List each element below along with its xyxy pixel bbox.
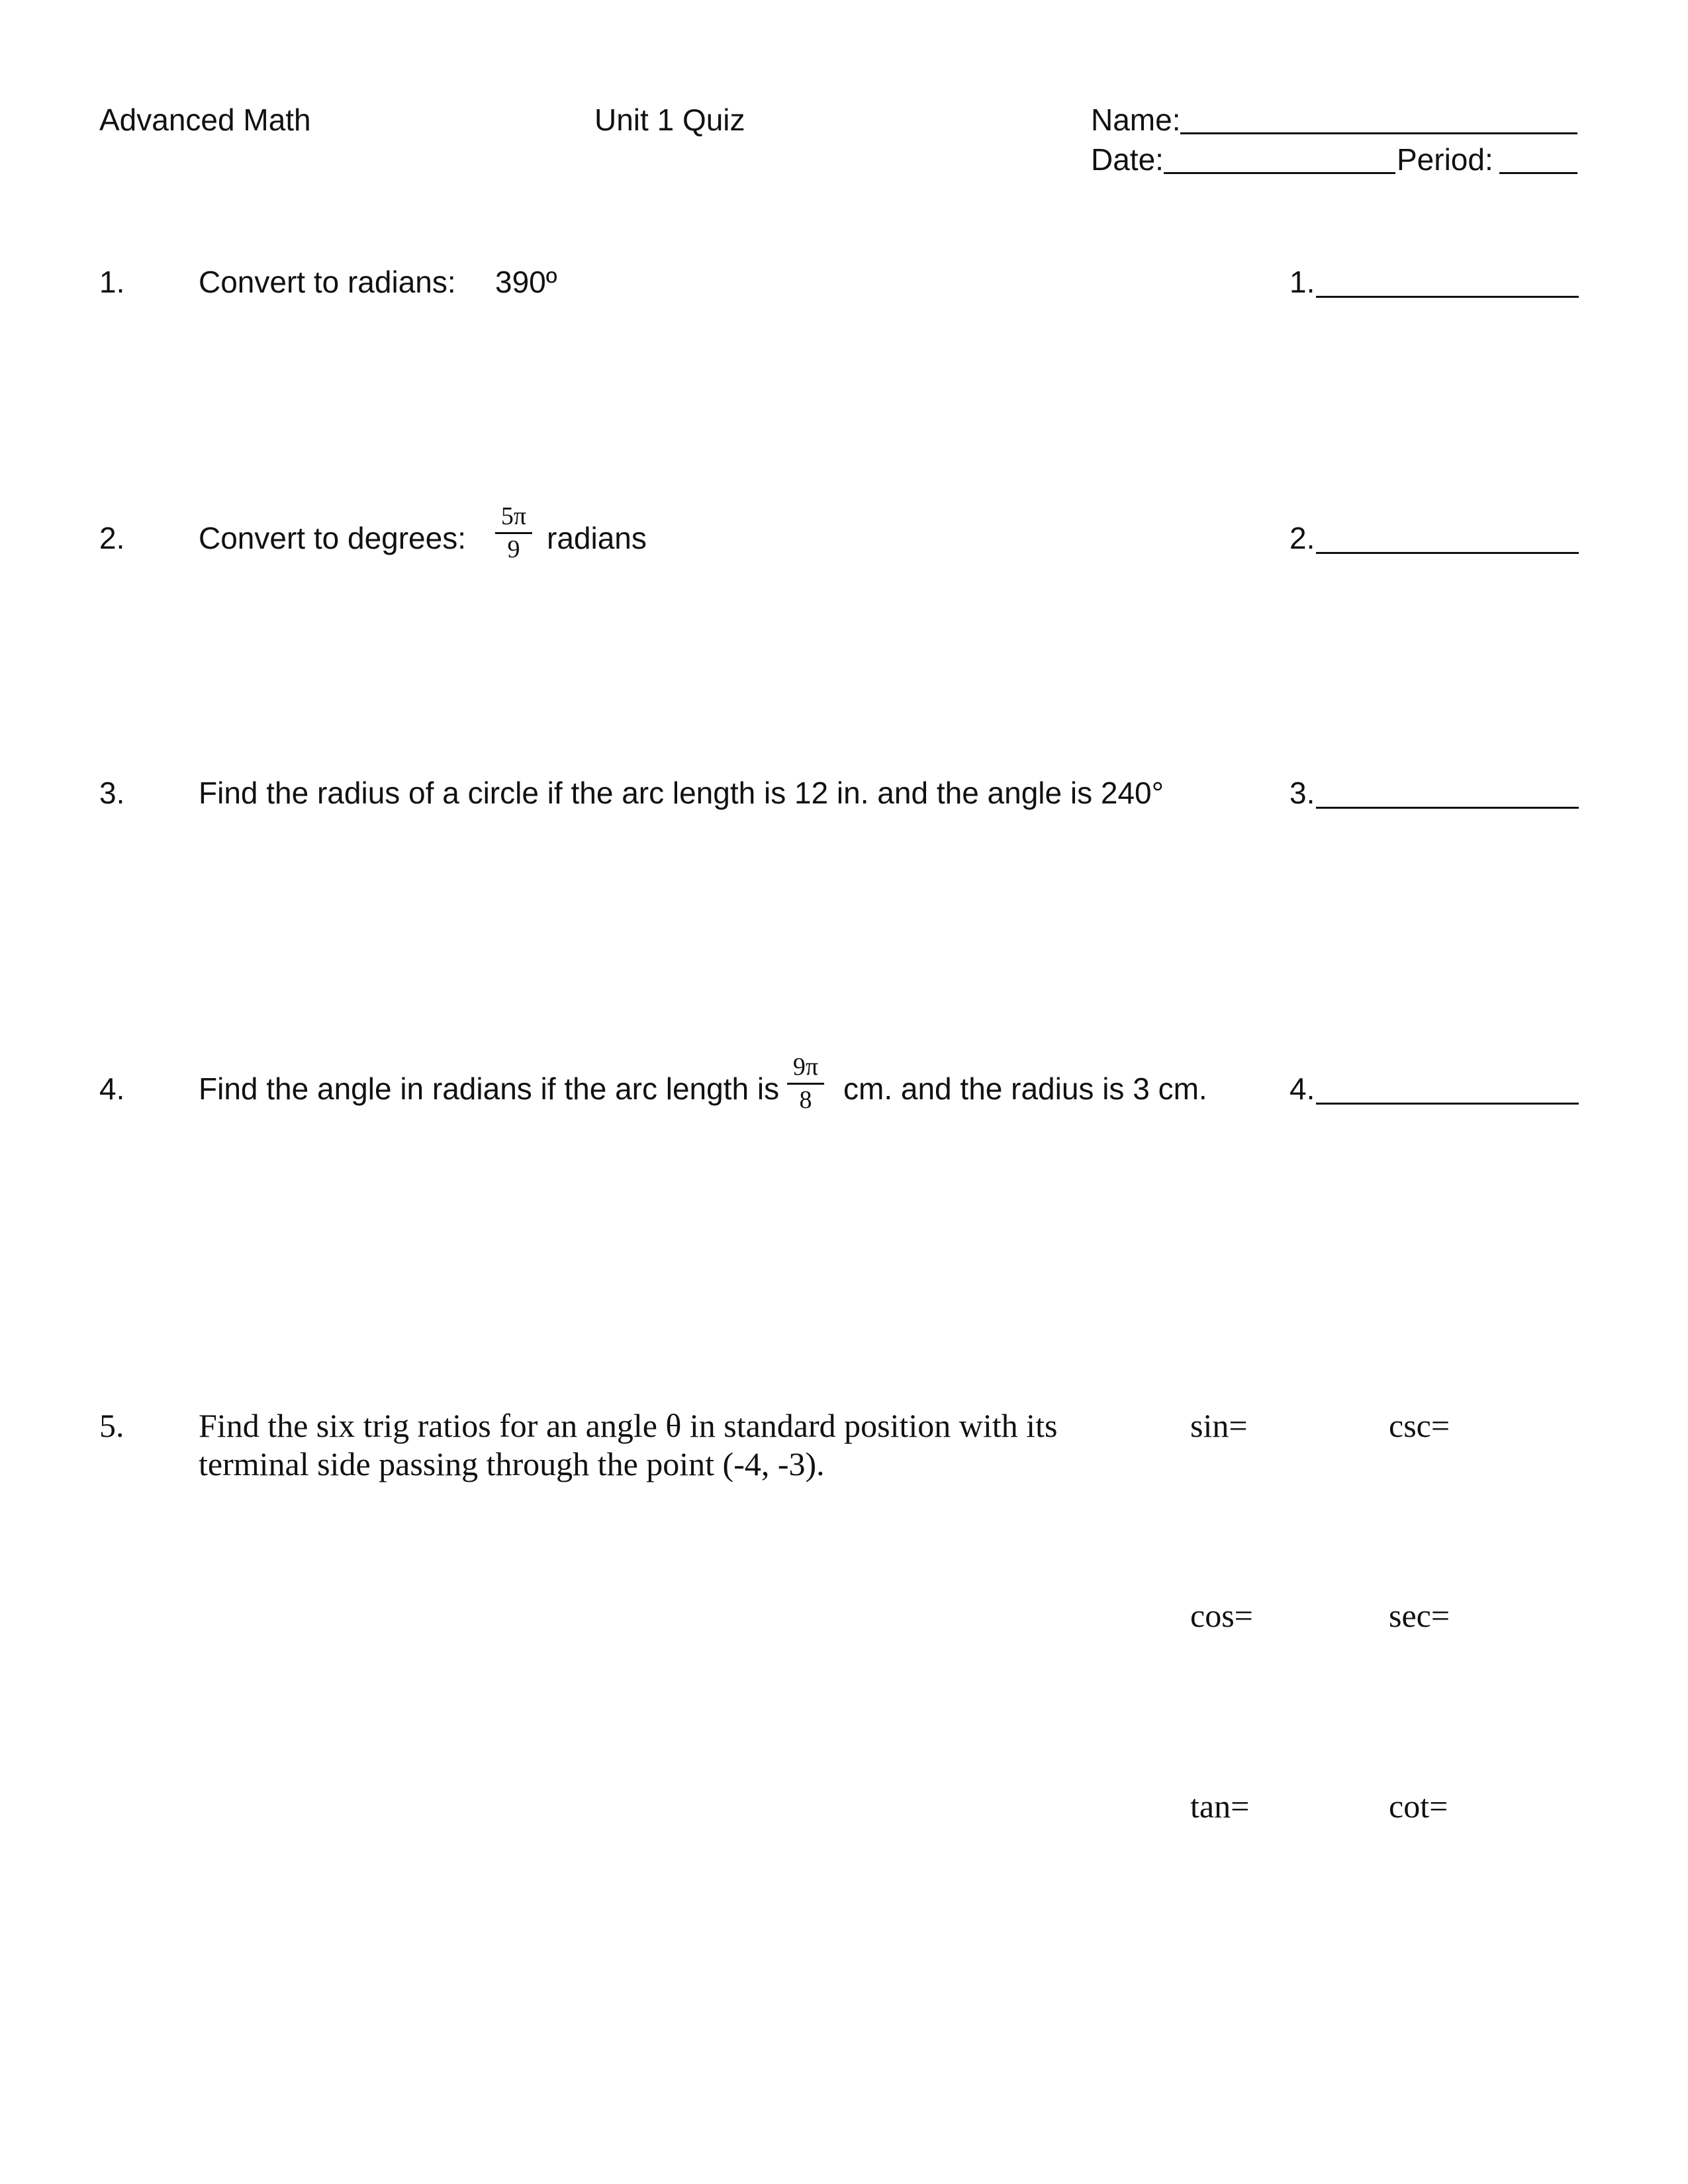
question-4-fraction bbox=[787, 1054, 824, 1113]
question-5-text-line-1: Find the six trig ratios for an angle θ in standard position with its bbox=[199, 1407, 1058, 1444]
date-label: Date: bbox=[1091, 142, 1164, 177]
tan-label: tan= bbox=[1190, 1788, 1250, 1825]
answer-4-label: 4. bbox=[1289, 1071, 1315, 1106]
answer-2-blank[interactable] bbox=[1316, 552, 1579, 554]
question-1-text: Convert to radians: bbox=[199, 265, 456, 299]
answer-3-label: 3. bbox=[1289, 776, 1315, 810]
answer-1-blank[interactable] bbox=[1316, 296, 1579, 298]
cot-label: cot= bbox=[1389, 1788, 1448, 1825]
question-4-fraction-denominator: 8 bbox=[799, 1086, 812, 1114]
csc-label: csc= bbox=[1389, 1407, 1450, 1444]
period-label: Period: bbox=[1397, 142, 1493, 177]
question-4-fraction-numerator: 9π bbox=[792, 1053, 819, 1081]
quiz-title: Unit 1 Quiz bbox=[594, 103, 745, 137]
question-3-number: 3. bbox=[99, 776, 125, 810]
question-4-number: 4. bbox=[99, 1071, 125, 1106]
question-1-number: 1. bbox=[99, 265, 125, 299]
fraction-bar bbox=[495, 532, 532, 534]
question-1-value: 390º bbox=[495, 265, 557, 299]
question-2-text: Convert to degrees: bbox=[199, 521, 467, 555]
sec-label: sec= bbox=[1389, 1597, 1450, 1634]
answer-3-blank[interactable] bbox=[1316, 807, 1579, 809]
name-blank[interactable] bbox=[1180, 132, 1577, 134]
question-5-number: 5. bbox=[99, 1407, 124, 1444]
question-4-text: Find the angle in radians if the arc length is bbox=[199, 1071, 780, 1106]
fraction-bar bbox=[787, 1083, 824, 1085]
question-4-suffix: cm. and the radius is 3 cm. bbox=[843, 1071, 1207, 1106]
date-blank[interactable] bbox=[1164, 172, 1395, 174]
answer-2-label: 2. bbox=[1289, 521, 1315, 555]
course-title: Advanced Math bbox=[99, 103, 311, 137]
question-2-fraction bbox=[495, 503, 532, 563]
name-label: Name: bbox=[1091, 103, 1181, 137]
answer-1-label: 1. bbox=[1289, 265, 1315, 299]
question-2-suffix: radians bbox=[547, 521, 647, 555]
question-3-text: Find the radius of a circle if the arc length is 12 in. and the angle is 240° bbox=[199, 776, 1164, 810]
sin-label: sin= bbox=[1190, 1407, 1248, 1444]
question-2-number: 2. bbox=[99, 521, 125, 555]
question-2-fraction-denominator: 9 bbox=[507, 535, 520, 563]
cos-label: cos= bbox=[1190, 1597, 1253, 1634]
question-5-text-line-2: terminal side passing through the point (-4, -3). bbox=[199, 1445, 825, 1482]
answer-4-blank[interactable] bbox=[1316, 1103, 1579, 1105]
question-2-fraction-numerator: 5π bbox=[500, 502, 527, 530]
period-blank[interactable] bbox=[1499, 172, 1577, 174]
